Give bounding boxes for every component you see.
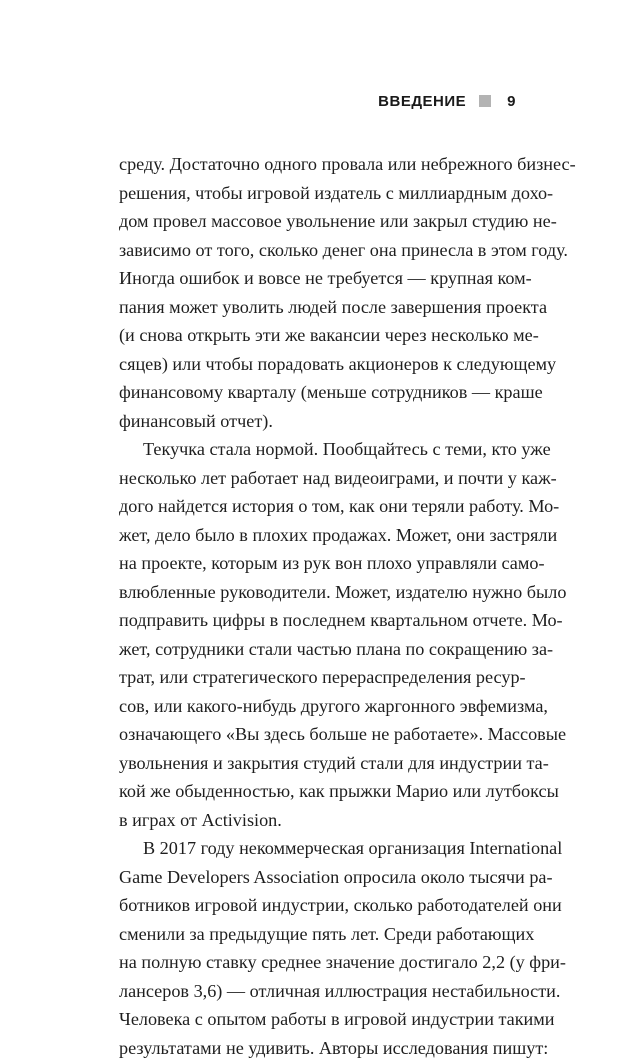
text-line: Человека с опытом работы в игровой индустрии такими xyxy=(119,1005,517,1034)
text-line: сяцев) или чтобы порадовать акционеров к следующему xyxy=(119,350,517,379)
paragraph xyxy=(119,834,517,1062)
text-line: финансовому кварталу (меньше сотрудников — краше xyxy=(119,378,517,407)
section-title: ВВЕДЕНИЕ xyxy=(378,93,466,110)
text-line: Game Developers Association опросила около тысячи ра- xyxy=(119,863,517,892)
text-line: дом провел массовое увольнение или закрыл студию не- xyxy=(119,207,517,236)
text-line: Иногда ошибок и вовсе не требуется — крупная ком- xyxy=(119,264,517,293)
text-line: на проекте, которым из рук вон плохо управляли само- xyxy=(119,549,517,578)
text-line: на полную ставку среднее значение достигало 2,2 (у фри- xyxy=(119,948,517,977)
running-header xyxy=(378,89,516,113)
text-line: означающего «Вы здесь больше не работаете». Массовые xyxy=(119,720,517,749)
header-square-marker xyxy=(479,95,491,107)
body-text xyxy=(119,150,517,1062)
page-number: 9 xyxy=(507,93,516,110)
text-line: В 2017 году некоммерческая организация International xyxy=(119,834,517,863)
text-line: сов, или какого-нибудь другого жаргонного эвфемизма, xyxy=(119,692,517,721)
text-line: жет, сотрудники стали частью плана по сокращению за- xyxy=(119,635,517,664)
text-line: пания может уволить людей после завершения проекта xyxy=(119,293,517,322)
text-line: сменили за предыдущие пять лет. Среди работающих xyxy=(119,920,517,949)
text-line: зависимо от того, сколько денег она принесла в этом году. xyxy=(119,236,517,265)
text-line: увольнения и закрытия студий стали для индустрии та- xyxy=(119,749,517,778)
text-line: ботников игровой индустрии, сколько работодателей они xyxy=(119,891,517,920)
text-line: кой же обыденностью, как прыжки Марио или лутбоксы xyxy=(119,777,517,806)
text-line: финансовый отчет). xyxy=(119,407,517,436)
text-line: несколько лет работает над видеоиграми, и почти у каж- xyxy=(119,464,517,493)
text-line: (и снова открыть эти же вакансии через несколько ме- xyxy=(119,321,517,350)
text-line: Текучка стала нормой. Пообщайтесь с теми, кто уже xyxy=(119,435,517,464)
text-line: трат, или стратегического перераспределения ресур- xyxy=(119,663,517,692)
text-line: дого найдется история о том, как они теряли работу. Мо- xyxy=(119,492,517,521)
text-line: решения, чтобы игровой издатель с миллиардным дохо- xyxy=(119,179,517,208)
text-line: в играх от Activision. xyxy=(119,806,517,835)
paragraph xyxy=(119,435,517,834)
text-line: лансеров 3,6) — отличная иллюстрация нестабильности. xyxy=(119,977,517,1006)
text-line: влюбленные руководители. Может, издателю нужно было xyxy=(119,578,517,607)
text-line: подправить цифры в последнем квартальном отчете. Мо- xyxy=(119,606,517,635)
paragraph xyxy=(119,150,517,435)
text-line: жет, дело было в плохих продажах. Может, они застряли xyxy=(119,521,517,550)
text-line: среду. Достаточно одного провала или небрежного бизнес- xyxy=(119,150,517,179)
text-line: результатами не удивить. Авторы исследования пишут: xyxy=(119,1034,517,1062)
